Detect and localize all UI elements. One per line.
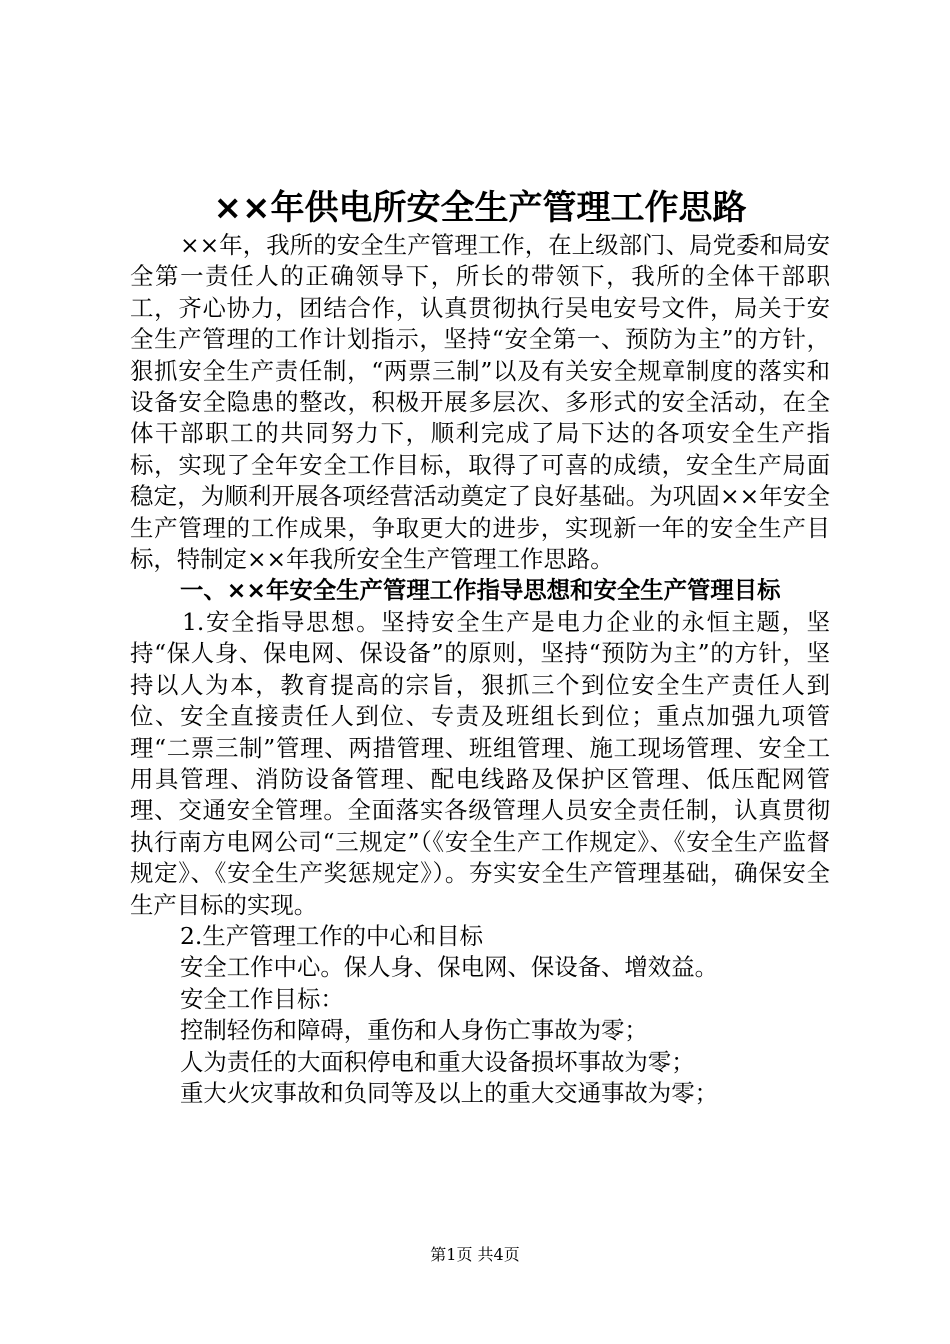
subsection-heading [130,921,830,952]
goal-item-text: 人为责任的大面积停电和重大设备损坏事故为零； [180,1047,695,1076]
goal-item-text: 控制轻伤和障碍，重伤和人身伤亡事故为零； [180,1016,648,1045]
page-footer: 第1页 共4页 [430,1245,520,1264]
guiding-principle-paragraph: 1.安全指导思想。坚持安全生产是电力企业的永恒主题，坚持“保人身、保电网、保设备”的原则，坚持“预防为主”的方针，坚持以人为本，教育提高的宗旨，狠抓三个到位安全生产责任人到位、安全直接责任人到位、专责及班组长到位；重点加强九项管理“二票三制”管理、两措管理、班组管理、施工现场管理、安全工用具管理、消防设备管理、配电线路及保护区管理、低压配网管理、交通安全管理。全面落实各级管理人员安全责任制，认真贯彻执行南方电网公司“三规定”（《安全生产工作规定》、《安全生产监督规定》、《安全生产奖惩规定》）。夯实安全生产管理基础，确保安全生产目标的实现。 [130,607,830,919]
safety-center-text: 安全工作中心。保人身、保电网、保设备、增效益。 [180,953,718,982]
goal-item [130,1078,830,1109]
subsection-heading-text: 2.生产管理工作的中心和目标 [180,921,484,950]
goal-item-text: 重大火灾事故和负同等及以上的重大交通事故为零； [180,1078,718,1107]
safety-goals-label-text: 安全工作目标： [180,984,344,1013]
document-title: ××年供电所安全生产管理工作思路 [213,188,747,228]
safety-goals-label [130,984,830,1015]
intro-paragraph: ××年，我所的安全生产管理工作，在上级部门、局党委和局安全第一责任人的正确领导下，所长的带领下，我所的全体干部职工，齐心协力，团结合作，认真贯彻执行吴电安号文件，局关于安全生产管理的工作计划指示，坚持“安全第一、预防为主”的方针，狠抓安全生产责任制，“两票三制”以及有关安全规章制度的落实和设备安全隐患的整改，积极开展多层次、多形式的安全活动，在全体干部职工的共同努力下，顺利完成了局下达的各项安全生产指标，实现了全年安全工作目标，取得了可喜的成绩，安全生产局面稳定，为顺利开展各项经营活动奠定了良好基础。为巩固××年安全生产管理的工作成果，争取更大的进步，实现新一年的安全生产目标，特制定××年我所安全生产管理工作思路。 [130,231,830,574]
goal-item [130,1015,830,1046]
document-body [130,230,830,1109]
safety-center-line [130,952,830,983]
section-heading: 一、××年安全生产管理工作指导思想和安全生产管理目标 [180,576,781,605]
goal-item [130,1047,830,1078]
